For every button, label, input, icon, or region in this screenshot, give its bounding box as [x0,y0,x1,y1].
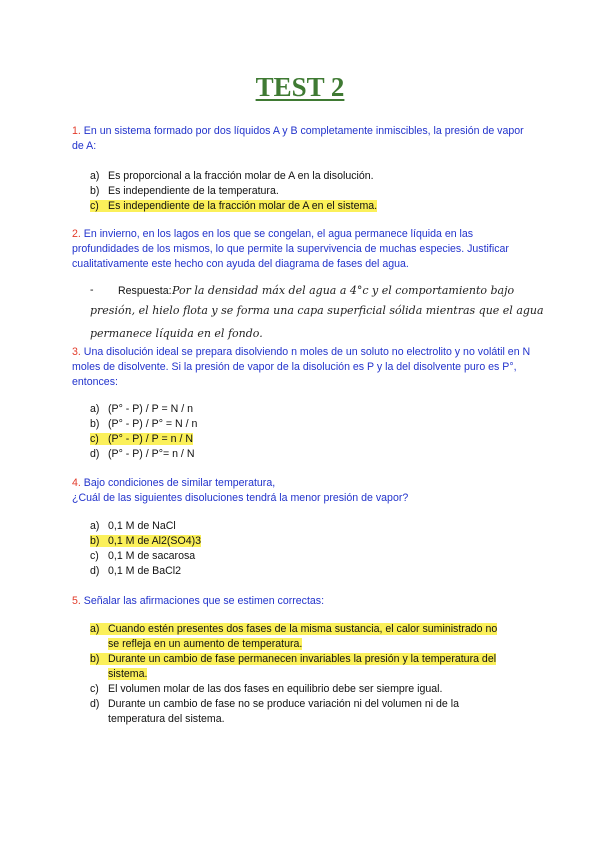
question-3-options [90,402,197,462]
option-c: c) Es independiente de la fracción molar de A en el sistema. [90,200,378,212]
question-text: En invierno, en los lagos en los que se congelan, el agua permanece líquida en las profundidades de los mismos, lo que permite la supervivencia de muchas especies. Justificar cualitativamente este hecho con ayuda del diagrama de fases del agua. [72,228,509,270]
option-b: b) Es independiente de la temperatura. [90,185,279,197]
question-1-options [90,169,377,214]
question-2 [72,227,532,272]
option-c: c) (P° - P) / P = n / N [90,433,193,445]
option-c: c) El volumen molar de las dos fases en equilibrio debe ser siempre igual. [90,683,443,695]
page-title: TEST 2 [255,72,345,102]
response-dash: - [90,284,94,296]
question-text: En un sistema formado por dos líquidos A y B completamente inmiscibles, la presión de vapor de A: [72,125,524,152]
option-a: a) (P° - P) / P = N / n [90,403,193,415]
option-d: d) (P° - P) / P°= n / N [90,448,195,460]
question-text: Señalar las afirmaciones que se estimen correctas: [83,595,325,607]
handwriting-line-1: Por la densidad máx del agua a 4°c y el comportamiento bajo [172,284,515,297]
question-text: Una disolución ideal se prepara disolviendo n moles de un soluto no electrolito y no volátil en N moles de disolvente. Si la presión de vapor de la disolución es P y la del disolvente puro es P°, entonces: [72,346,531,388]
question-4-options [90,519,201,579]
handwriting-line-2: presión, el hielo flota y se forma una capa superficial sólida mientras que el agua [90,304,544,317]
option-b: b) (P° - P) / P° = N / n [90,418,198,430]
question-5 [72,594,532,609]
handwriting-line-3: permanece líquida en el fondo. [90,327,263,340]
question-number: 3. [72,346,81,358]
question-5-options [90,622,497,727]
option-b: b) Durante un cambio de fase permanecen invariables la presión y la temperatura del sistema. [90,653,497,680]
option-a: a) Cuando estén presentes dos fases de la misma sustancia, el calor suministrado no se refleja en un aumento de temperatura. [90,623,498,650]
option-c: c) 0,1 M de sacarosa [90,550,196,562]
question-text-1: Bajo condiciones de similar temperatura, [83,477,276,489]
question-3 [72,345,532,390]
option-a: a) 0,1 M de NaCl [90,520,176,532]
option-d: d) Durante un cambio de fase no se produce variación ni del volumen ni de la temperatura del sistema. [90,698,459,725]
question-number: 4. [72,477,81,489]
question-number: 2. [72,228,81,240]
question-text-2: ¿Cuál de las siguientes disoluciones tendrá la menor presión de vapor? [72,492,409,504]
question-1 [72,124,532,154]
option-b: b) 0,1 M de Al2(SO4)3 [90,535,202,547]
option-a: a) Es proporcional a la fracción molar de A en la disolución. [90,170,374,182]
question-4 [72,476,532,506]
option-d: d) 0,1 M de BaCl2 [90,565,182,577]
question-number: 5. [72,595,81,607]
question-number: 1. [72,125,81,137]
response-label: Respuesta: [118,285,172,297]
